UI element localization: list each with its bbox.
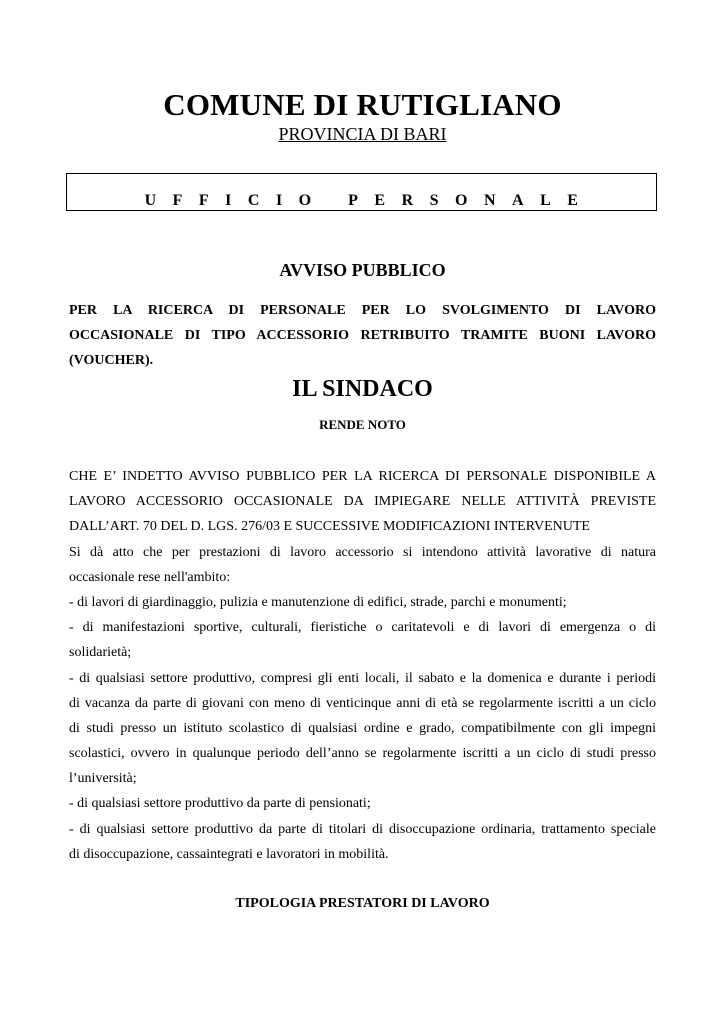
body-line: CHE E’ INDETTO AVVISO PUBBLICO PER LA RICERCA DI PERSONALE DISPONIBILE A	[69, 469, 656, 484]
office-box	[66, 173, 657, 211]
subject-line: OCCASIONALE DI TIPO ACCESSORIO RETRIBUITO TRAMITE BUONI LAVORO	[69, 328, 656, 343]
province-subtitle: PROVINCIA DI BARI	[278, 124, 447, 144]
body-line: - di qualsiasi settore produttivo da parte di titolari di disoccupazione ordinaria, trattamento speciale	[69, 821, 656, 837]
body-line: - di qualsiasi settore produttivo da parte di pensionati;	[69, 796, 371, 812]
body-line: Si dà atto che per prestazioni di lavoro accessorio si intendono attività lavorative di natura	[69, 544, 656, 560]
body-line: - di manifestazioni sportive, culturali, fieristiche o caritatevoli e di lavori di emergenza o di	[69, 620, 656, 636]
rende-noto-label: RENDE NOTO	[319, 417, 406, 432]
body-line: LAVORO ACCESSORIO OCCASIONALE DA IMPIEGARE NELLE ATTIVITÀ PREVISTE	[69, 494, 656, 510]
notice-heading: AVVISO PUBBLICO	[279, 260, 446, 280]
notice-subject	[69, 298, 656, 373]
body-line: - di qualsiasi settore produttivo, compresi gli enti locali, il sabato e la domenica e durante i periodi	[69, 670, 656, 686]
section-heading: TIPOLOGIA PRESTATORI DI LAVORO	[235, 896, 490, 911]
body-line: scolastici, ovvero in qualunque periodo dell’anno se regolarmente iscritti a un ciclo di studi presso	[69, 746, 656, 762]
body-line: di studi presso un istituto scolastico di qualsiasi ordine e grado, compatibilmente con gli impegni	[69, 720, 656, 736]
municipality-title: COMUNE DI RUTIGLIANO	[163, 87, 562, 122]
body-line: di disoccupazione, cassaintegrati e lavoratori in mobilità.	[69, 846, 389, 862]
subject-line: PER LA RICERCA DI PERSONALE PER LO SVOLGIMENTO DI LAVORO	[69, 303, 656, 318]
body-line: DALL’ART. 70 DEL D. LGS. 276/03 E SUCCESSIVE MODIFICAZIONI INTERVENUTE	[69, 519, 590, 535]
body-line: di vacanza da parte di giovani con meno di venticinque anni di età se regolarmente iscritti a un ciclo	[69, 695, 656, 711]
body-line: occasionale rese nell'ambito:	[69, 569, 231, 585]
subject-line: (VOUCHER).	[69, 353, 154, 368]
body-line: solidarietà;	[69, 645, 132, 661]
office-label: UFFICIO PERSONALE	[144, 192, 595, 209]
body-line: l’università;	[69, 771, 137, 787]
body-line: - di lavori di giardinaggio, pulizia e manutenzione di edifici, strade, parchi e monumenti;	[69, 594, 567, 610]
authority-heading: IL SINDACO	[292, 376, 433, 402]
notice-body	[69, 464, 656, 867]
